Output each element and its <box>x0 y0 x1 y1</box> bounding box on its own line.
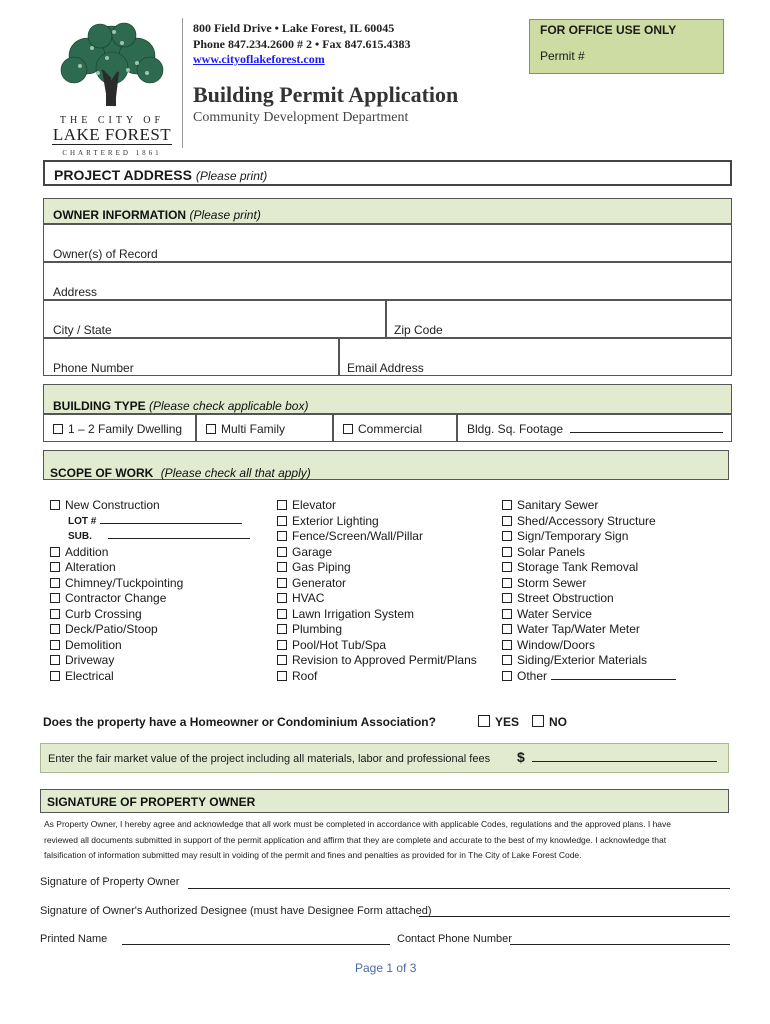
checkbox[interactable] <box>277 500 287 510</box>
other-line <box>551 679 676 680</box>
scope-item-label: Addition <box>65 544 109 559</box>
scope-item-label: Siding/Exterior Materials <box>517 653 648 667</box>
other-label: Other <box>517 668 548 683</box>
checkbox-hoa-no[interactable] <box>532 715 544 727</box>
tree-icon <box>52 18 172 108</box>
scope-item[interactable] <box>50 545 250 561</box>
scope-item-label: Solar Panels <box>517 544 586 559</box>
scope-item-label: Elevator <box>292 498 337 512</box>
scope-item[interactable] <box>502 560 676 576</box>
checkbox[interactable] <box>502 593 512 603</box>
header-address: 800 Field Drive • Lake Forest, IL 60045 <box>193 21 395 35</box>
logo-line-1: THE CITY OF <box>59 115 165 126</box>
phone-number-field[interactable] <box>43 338 339 376</box>
lot-label: LOT # <box>68 515 97 527</box>
scope-item[interactable] <box>502 591 676 607</box>
checkbox[interactable] <box>277 593 287 603</box>
hoa-yes-label: YES <box>495 715 520 729</box>
checkbox[interactable] <box>502 609 512 619</box>
printed-name-line[interactable] <box>122 944 390 945</box>
scope-item-label: Roof <box>292 668 318 683</box>
fair-market-value-input[interactable] <box>532 761 717 762</box>
checkbox[interactable] <box>277 578 287 588</box>
checkbox[interactable] <box>277 516 287 526</box>
scope-item-label: Sanitary Sewer <box>517 498 599 512</box>
header-website-link[interactable]: www.cityoflakeforest.com <box>193 52 325 66</box>
scope-of-work-label: SCOPE OF WORK <box>50 466 154 480</box>
hoa-no-option[interactable] <box>532 715 567 729</box>
scope-item[interactable] <box>277 607 477 623</box>
scope-item-label: Storage Tank Removal <box>517 560 639 574</box>
page-title: Building Permit Application <box>193 82 459 107</box>
scope-item-label: Pool/Hot Tub/Spa <box>292 637 387 652</box>
hoa-question: Does the property have a Homeowner or Condominium Association? <box>43 715 436 729</box>
sq-footage-field[interactable] <box>457 414 732 442</box>
sq-footage-line <box>570 432 723 433</box>
scope-item[interactable] <box>502 622 676 638</box>
scope-item[interactable] <box>502 545 676 561</box>
zip-code-label: Zip Code <box>394 323 443 337</box>
scope-item[interactable] <box>502 607 676 623</box>
scope-item-label: Contractor Change <box>65 591 167 605</box>
scope-item-label: Driveway <box>65 653 115 667</box>
checkbox-multi-family[interactable] <box>206 424 216 434</box>
owner-info-hint: (Please print) <box>189 208 261 222</box>
scope-item-label: Water Service <box>517 606 592 621</box>
hoa-no-label: NO <box>549 715 567 729</box>
contact-phone-label: Contact Phone Number <box>397 933 512 945</box>
checkbox[interactable] <box>50 547 60 557</box>
sq-footage-label: Bldg. Sq. Footage <box>467 422 564 436</box>
scope-item[interactable] <box>502 576 676 592</box>
checkbox[interactable] <box>50 609 60 619</box>
scope-item[interactable] <box>277 653 477 669</box>
scope-item-label: Window/Doors <box>517 637 596 652</box>
checkbox-1-2-family[interactable] <box>53 424 63 434</box>
scope-item-label: Plumbing <box>292 622 343 636</box>
scope-item-other[interactable] <box>502 669 676 685</box>
checkbox[interactable] <box>50 562 60 572</box>
building-type-label: BUILDING TYPE <box>53 399 146 413</box>
scope-item[interactable] <box>50 591 250 607</box>
building-option-3[interactable] <box>333 414 457 442</box>
sub-field[interactable] <box>50 529 250 545</box>
scope-item[interactable] <box>50 576 250 592</box>
checkbox-hoa-yes[interactable] <box>478 715 490 727</box>
scope-item-label: HVAC <box>292 591 325 605</box>
sub-line <box>108 538 250 539</box>
scope-item-label: Deck/Patio/Stoop <box>65 622 158 636</box>
currency-symbol: $ <box>517 749 525 765</box>
checkbox[interactable] <box>277 562 287 572</box>
logo-line-3: CHARTERED 1861 <box>62 149 162 157</box>
owner-record-field[interactable] <box>43 224 732 262</box>
building-option-3-label: Commercial <box>358 422 423 436</box>
signature-statement: As Property Owner, I hereby agree and acknowledge that all work must be completed in accordance with applicable Codes, regulations and the approved plans. I have reviewed all documents submitted in support of the permit application and affirm that they are complete and accurate to the best of my knowledge. I acknowledge that falsification of information submitted may result in voiding of the permit and fines and penalties as provided for in The City of Lake Forest Code. <box>44 819 672 860</box>
checkbox[interactable] <box>502 531 512 541</box>
logo-line-2: LAKE FOREST <box>52 125 172 144</box>
scope-item-label: Revision to Approved Permit/Plans <box>292 653 477 667</box>
project-address-label: PROJECT ADDRESS <box>54 167 192 183</box>
designee-signature-label: Signature of Owner's Authorized Designee (must have Designee Form attached) <box>40 905 432 917</box>
office-use-title: FOR OFFICE USE ONLY <box>540 23 677 37</box>
signature-header <box>40 789 729 813</box>
scope-item-label: Fence/Screen/Wall/Pillar <box>292 529 423 543</box>
phone-number-label: Phone Number <box>53 361 134 375</box>
checkbox[interactable] <box>277 640 287 650</box>
checkbox[interactable] <box>502 516 512 526</box>
scope-item[interactable] <box>50 638 250 654</box>
city-state-field[interactable] <box>43 300 386 338</box>
scope-item-label: Generator <box>292 575 347 590</box>
fair-market-value-row <box>40 743 729 773</box>
permit-number-label: Permit # <box>540 49 585 63</box>
office-use-box <box>529 19 724 74</box>
scope-item[interactable] <box>502 529 676 545</box>
checkbox[interactable] <box>502 562 512 572</box>
checkbox-other[interactable] <box>502 671 512 681</box>
lot-line <box>100 523 242 524</box>
checkbox[interactable] <box>277 609 287 619</box>
contact-phone-line[interactable] <box>510 944 730 945</box>
building-option-1[interactable] <box>43 414 196 442</box>
scope-item[interactable] <box>277 498 477 514</box>
designee-signature-line[interactable] <box>419 916 730 917</box>
lot-number-field[interactable] <box>50 514 250 530</box>
signature-header-label: SIGNATURE OF PROPERTY OWNER <box>47 795 256 809</box>
owner-address-field[interactable] <box>43 262 732 300</box>
scope-item[interactable] <box>277 560 477 576</box>
checkbox[interactable] <box>50 578 60 588</box>
scope-item-new-construction[interactable] <box>50 498 250 514</box>
scope-item[interactable] <box>502 498 676 514</box>
scope-item[interactable] <box>50 560 250 576</box>
project-address-hint: (Please print) <box>195 169 268 183</box>
scope-item-label: Exterior Lighting <box>292 513 379 528</box>
owner-record-label: Owner(s) of Record <box>53 247 158 261</box>
building-type-hint: (Please check applicable box) <box>149 399 309 413</box>
scope-item-label: Garage <box>292 544 333 559</box>
scope-item[interactable] <box>277 591 477 607</box>
building-option-2[interactable] <box>196 414 333 442</box>
header-divider <box>182 18 183 148</box>
scope-item[interactable] <box>277 622 477 638</box>
department-name: Community Development Department <box>193 110 409 125</box>
checkbox[interactable] <box>277 547 287 557</box>
scope-item[interactable] <box>50 669 250 685</box>
scope-of-work-header <box>43 450 729 480</box>
scope-item-label: New Construction <box>65 498 160 512</box>
header-phone: Phone 847.234.2600 # 2 • Fax 847.615.4383 <box>193 37 411 51</box>
scope-item-label: Curb Crossing <box>65 606 142 621</box>
fair-market-value-text: Enter the fair market value of the project including all materials, labor and professional fees <box>48 753 491 765</box>
checkbox[interactable] <box>502 547 512 557</box>
scope-item-label: Water Tap/Water Meter <box>517 622 640 636</box>
scope-item[interactable] <box>50 607 250 623</box>
scope-column-2 <box>277 498 477 684</box>
checkbox[interactable] <box>502 500 512 510</box>
checkbox[interactable] <box>502 655 512 665</box>
scope-item-label: Chimney/Tuckpointing <box>65 575 184 590</box>
owner-info-label: OWNER INFORMATION <box>53 208 187 222</box>
scope-item-label: Gas Piping <box>292 560 351 574</box>
checkbox[interactable] <box>50 624 60 634</box>
checkbox[interactable] <box>277 655 287 665</box>
project-address-field[interactable] <box>43 160 732 186</box>
page-number: Page 1 of 3 <box>355 961 417 975</box>
scope-item[interactable] <box>502 653 676 669</box>
checkbox[interactable] <box>50 655 60 665</box>
scope-item-label: Sign/Temporary Sign <box>517 529 629 543</box>
email-address-field[interactable] <box>339 338 732 376</box>
checkbox[interactable] <box>50 640 60 650</box>
printed-name-label: Printed Name <box>40 933 108 945</box>
building-option-2-label: Multi Family <box>221 422 286 436</box>
city-state-label: City / State <box>53 323 112 337</box>
city-logo <box>52 18 172 157</box>
scope-item-label: Lawn Irrigation System <box>292 606 415 621</box>
owner-signature-label: Signature of Property Owner <box>40 876 180 888</box>
scope-item-label: Street Obstruction <box>517 591 614 605</box>
scope-item-label: Shed/Accessory Structure <box>517 513 656 528</box>
scope-item-label: Alteration <box>65 560 116 574</box>
scope-column-3 <box>502 498 676 684</box>
scope-item[interactable] <box>277 576 477 592</box>
email-address-label: Email Address <box>347 361 424 375</box>
scope-item[interactable] <box>50 622 250 638</box>
zip-code-field[interactable] <box>386 300 732 338</box>
checkbox[interactable] <box>502 578 512 588</box>
scope-item[interactable] <box>277 545 477 561</box>
scope-item[interactable] <box>277 638 477 654</box>
owner-signature-line[interactable] <box>188 888 730 889</box>
scope-item-label: Storm Sewer <box>517 575 587 590</box>
building-type-header <box>43 384 732 414</box>
checkbox[interactable] <box>502 624 512 634</box>
scope-column-1 <box>50 498 250 684</box>
scope-of-work-hint: (Please check all that apply) <box>160 466 311 480</box>
scope-item[interactable] <box>502 638 676 654</box>
checkbox-commercial[interactable] <box>343 424 353 434</box>
checkbox[interactable] <box>277 531 287 541</box>
checkbox[interactable] <box>277 671 287 681</box>
scope-item[interactable] <box>277 529 477 545</box>
checkbox-new-construction[interactable] <box>50 500 60 510</box>
checkbox[interactable] <box>50 671 60 681</box>
checkbox[interactable] <box>277 624 287 634</box>
building-option-1-label: 1 – 2 Family Dwelling <box>68 422 183 436</box>
scope-item-label: Electrical <box>65 668 114 683</box>
scope-item[interactable] <box>50 653 250 669</box>
scope-item[interactable] <box>502 514 676 530</box>
checkbox[interactable] <box>502 640 512 650</box>
hoa-yes-option[interactable] <box>478 715 519 729</box>
owner-info-header <box>43 198 732 224</box>
checkbox[interactable] <box>50 593 60 603</box>
owner-address-label: Address <box>53 285 98 299</box>
sub-label: SUB. <box>68 531 92 542</box>
scope-item-label: Demolition <box>65 637 122 652</box>
scope-item[interactable] <box>277 669 477 685</box>
scope-item[interactable] <box>277 514 477 530</box>
